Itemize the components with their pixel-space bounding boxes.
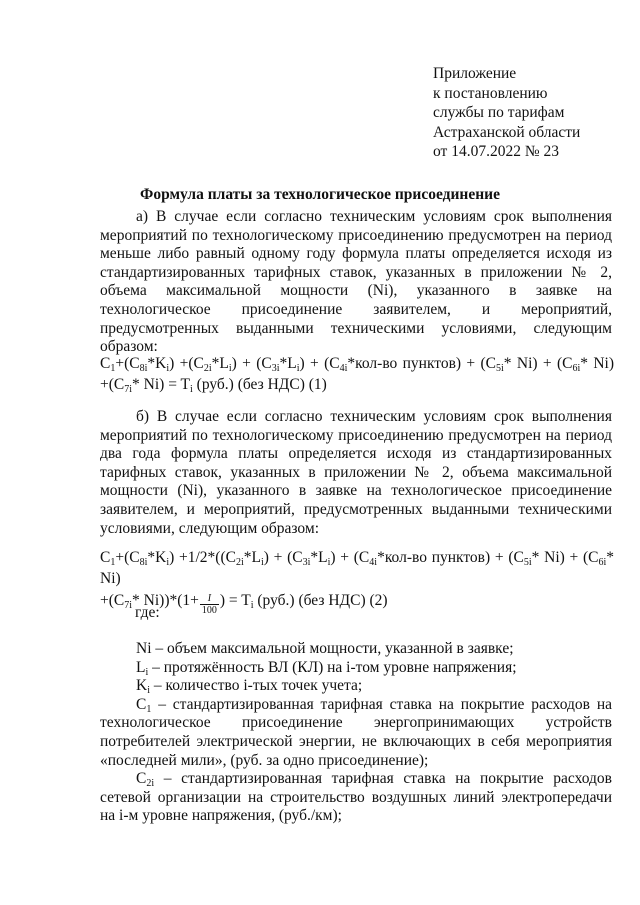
formula-2-line-1: $C_1+(C_{8i}*K_i) +1/2*((C_{2i}*L_i) + (C_{3i}*L_i) + (C_{4i}*кол-во$ пунктов) + ($C_{5i}*$ $Ni) + (C_{6i}*$ Ni) <box>100 549 615 587</box>
definition-c2i: $C_{2i}$ – стандартизированная тарифная ставка на покрытие расходов сетевой организации на строительство воздушных линий электропередачи на i-м уровне напряжения, (руб./км); <box>100 770 612 825</box>
document-title: Формула платы за технологическое присоединение <box>140 186 500 203</box>
header-line-1: Приложение <box>433 65 517 82</box>
header-line-5: от 14.07.2022 № 23 <box>433 143 559 160</box>
definitions-list <box>100 640 612 826</box>
fraction-i-over-100: $\frac{I}{100}$ <box>201 593 217 616</box>
definition-li: $L_i$ – протяжённость ВЛ (КЛ) на i-том уровне напряжения; <box>136 658 517 678</box>
definition-ki: $K_i$ – количество i-тых точек учета; <box>136 677 363 697</box>
where-label: где: <box>135 604 160 621</box>
formula-1-line-2: $+(C_{7i}*$ $Ni) = T_i$ (руб.) (без НДС) (1) <box>100 375 327 395</box>
paragraph-a: а) В случае если согласно техническим условиям срок выполнения мероприятий по технологическому присоединению предусмотрен на период меньше либо равный одному году формула платы определяется исходя из стандартизированных тарифных ставок, указанных в приложении № 2, объема максимальной мощности (Ni), указанного в заявке на технологическое присоединение заявителем, и мероприятий, предусмотренных выданными техническими условиями, следующим образом: <box>100 208 612 356</box>
definition-ni: Ni – объем максимальной мощности, указанной в заявке; <box>136 640 514 657</box>
header-line-4: Астраханской области <box>433 123 581 141</box>
paragraph-b: б) В случае если согласно техническим условиям срок выполнения мероприятий по технологическому присоединению предусмотрен на период два года формула платы определяется исходя из стандартизированных тарифных ставок, указанных в приложении № 2, объема максимальной мощности (Ni), указанного в заявке на технологическое присоединение заявителем, и мероприятий, предусмотренных выданными техническими условиями, следующим образом: <box>100 408 612 537</box>
header-line-3: службы по тарифам <box>433 104 565 121</box>
formula-2-line-2: $+(C_{7i}*$ Ni))*(1+ $\frac{I}{100}$ ) = $T_i$ (руб.) (без НДС) (2) <box>100 592 388 616</box>
definition-c1: $C_1$ – стандартизированная тарифная ставка на покрытие расходов на технологическое присоединение энергопринимающих устройств потребителей электрической энергии, не включающих в себя мероприятия «последней мили», (руб. за одно присоединение); <box>100 695 612 769</box>
formula-2 <box>100 548 614 616</box>
appendix-header <box>433 64 580 162</box>
header-line-2: к постановлению <box>433 84 548 102</box>
formula-1 <box>100 354 614 395</box>
formula-1-line-1: $C_1+(C_{8i}*K_i) +(C_{2i}*L_i) + (C_{3i}*L_i) + (C_{4i}*кол-во$ пунктов) + ($C_{5i}*$ $Ni) + (C_{6i}*$ Ni) <box>100 355 615 374</box>
